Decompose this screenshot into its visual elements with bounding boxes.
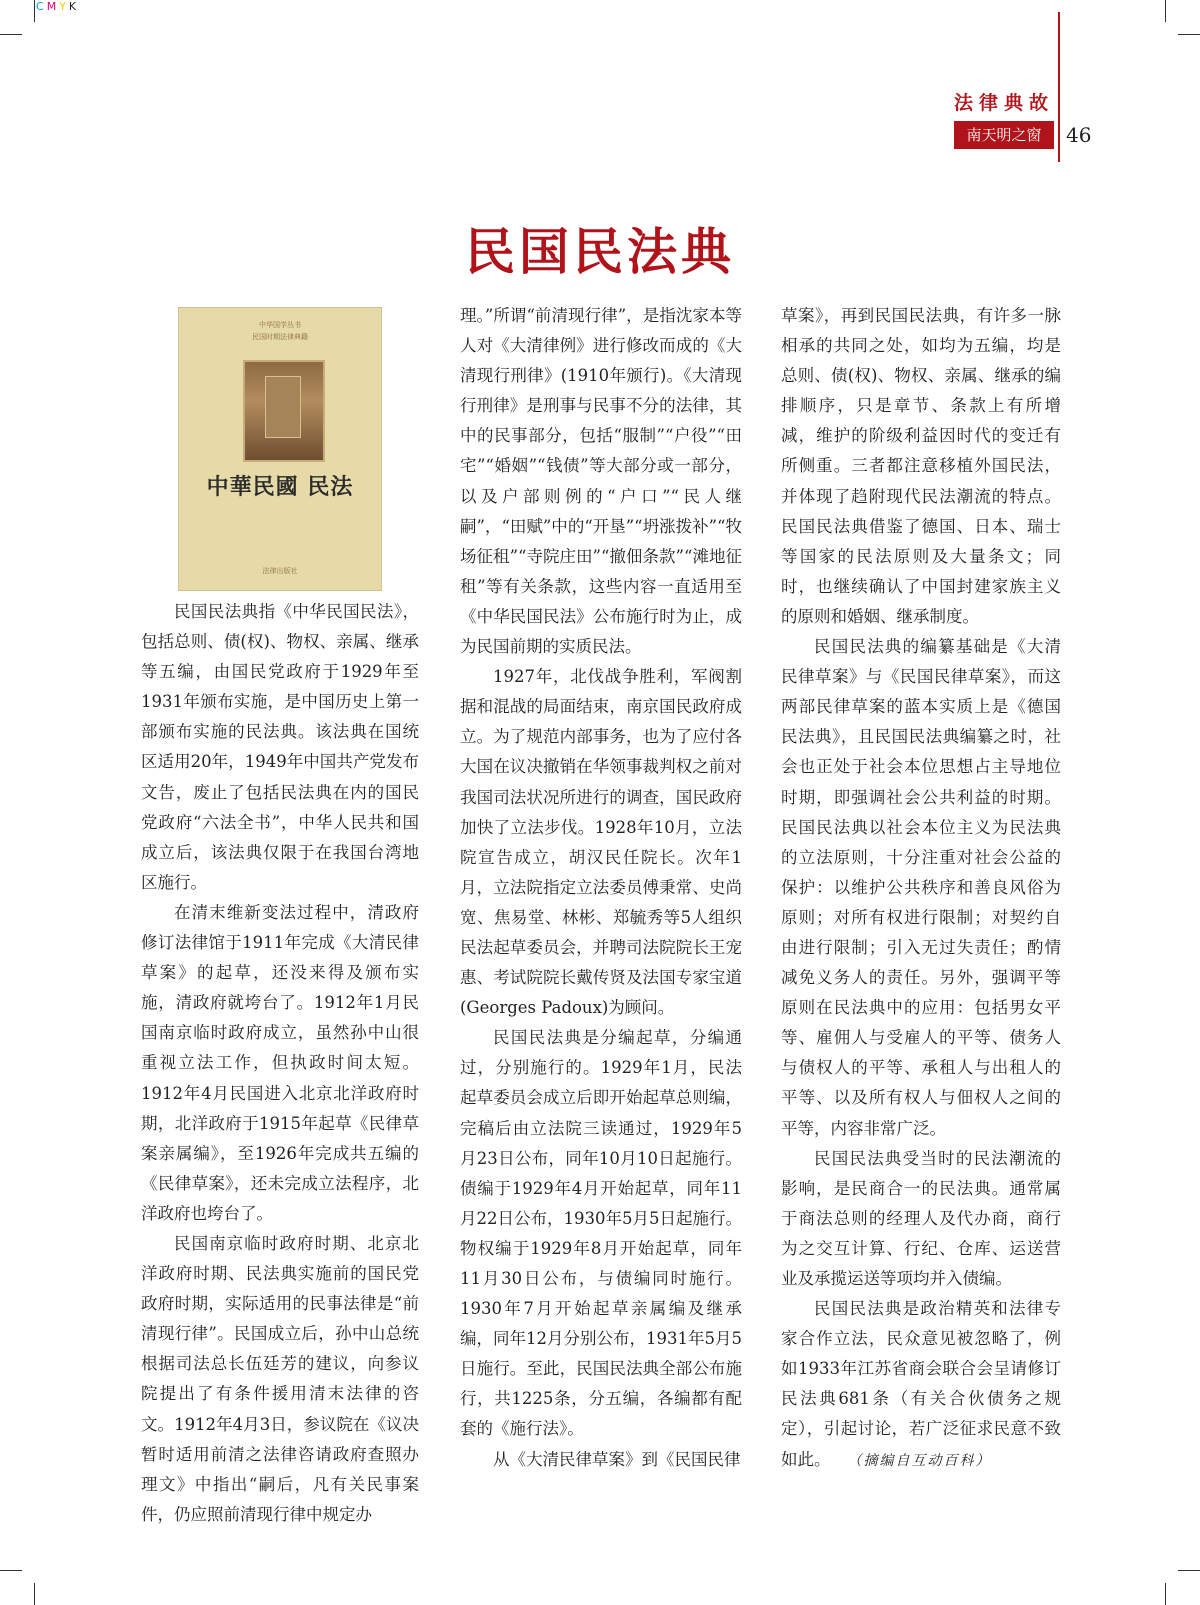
cover-title: 中華民國 民法 <box>206 475 354 500</box>
text-column-3 <box>781 301 1061 1476</box>
paragraph-last <box>781 1294 1061 1476</box>
paragraph: 民国南京临时政府时期、北京北洋政府时期、民法典实施前的国民党政府时期，实际适用的民事法律是“前清现行律”。民国成立后，孙中山总统根据司法总长伍廷芳的建议，向参议院提出了有条件援用清末法律的咨文。1912年4月3日，参议院在《议决暂时适用前清之法律咨请政府查照办理文》中指出“嗣后，凡有关民事案件，仍应照前清现行律中规定办 <box>141 1233 419 1524</box>
crop-mark-tl-v <box>34 0 35 22</box>
cmyk-color-bar <box>36 0 79 13</box>
paragraph: 民国民法典受当时的民法潮流的影响，是民商合一的民法典。通常属于商法总则的经理人及代办商，商行为之交互计算、行纪、仓库、运送营业及承揽运送等项均并入债编。 <box>781 1148 1061 1288</box>
paragraph: 在清末维新变法过程中，清政府修订法律馆于1911年完成《大清民律草案》的起草，还没来得及颁布实施，清政府就垮台了。1912年1月民国南京临时政府成立，虽然孙中山很重视立法工作，但执政时间太短。1912年4月民国进入北京北洋政府时期，北洋政府于1915年起草《民律草案亲属编》，至1926年完成共五编的《民律草案》，还未完成立法程序，北洋政府也垮台了。 <box>141 902 419 1223</box>
cover-subseries-line: 民国时期法律典籍 <box>252 333 308 341</box>
paragraph: 民国民法典的编纂基础是《大清民律草案》与《民国民律草案》，而这两部民律草案的蓝本实质上是《德国民法典》，且民国民法典编纂之时，社会也正处于社会本位思想占主导地位时期，即强调社会公共利益的时期。民国民法典以社会本位主义为民法典的立法原则，十分注重对社会公益的保护：以维护公共秩序和善良风俗为原则；对所有权进行限制；对契约自由进行限制；引入无过失责任；酌情减免义务人的责任。另外，强调平等原则在民法典中的应用：包括男女平等、雇佣人与受雇人的平等、债务人与债权人的平等、承租人与出租人的平等、以及所有权人与佃权人之间的平等，内容非常广泛。 <box>781 637 1061 1138</box>
text-column-1 <box>141 597 419 1530</box>
crop-mark-bl-h <box>0 1570 22 1571</box>
crop-mark-br-h <box>1178 1570 1200 1571</box>
paragraph: 民国民法典指《中华民国民法》，包括总则、债(权)、物权、亲属、继承等五编，由国民党政府于1929年至1931年颁布实施，是中国历史上第一部颁布实施的民法典。该法典在国统区适用20年，1949年中国共产党发布文告，废止了包括民法典在内的国民党政府“六法全书”，中华人民共和国成立后，该法典仅限于在我国台湾地区施行。 <box>141 602 419 892</box>
cmyk-y: Y <box>59 0 69 13</box>
paragraph: 从《大清民律草案》到《民国民律 <box>493 1449 741 1469</box>
crop-mark-bl-v <box>34 1583 35 1605</box>
crop-mark-tl-h <box>0 34 22 35</box>
header-vertical-rule <box>1058 12 1060 162</box>
section-label: 法律典故 <box>953 92 1054 114</box>
source-note: （摘编自互动百科） <box>854 1452 992 1469</box>
cmyk-k: K <box>68 0 80 13</box>
paragraph: 1927年，北伐战争胜利，军阀割据和混战的局面结束，南京国民政府成立。为了规范内部事务，也为了应付各大国在议决撤销在华领事裁判权之前对我国司法状况所进行的调查，国民政府加快了立法步伐。1928年10月，立法院宣告成立，胡汉民任院长。次年1月，立法院指定立法委员傅秉常、史尚宽、焦易堂、林彬、郑毓秀等5人组织民法起草委员会，并聘司法院院长王宠惠、考试院院长戴传贤及法国专家宝道(Georges Padoux)为顾问。 <box>460 667 742 1018</box>
paragraph-continued: 理。”所谓“前清现行律”，是指沈家本等人对《大清律例》进行修改而成的《大清现行刑律》(1910年颁行)。《大清现行刑律》是刑事与民事不分的法律，其中的民事部分，包括“服制”“户役”“田宅”“婚姻”“钱债”等大部分或一部分，以及户部则例的“户口”“民人继嗣”，“田赋”中的“开垦”“坍涨拨补”“牧场征租”“寺院庄田”“撤佃条款”“滩地征租”等有关条款，这些内容一直适用至《中华民国民法》公布施行时为止，成为民国前期的实质民法。 <box>460 306 742 657</box>
paragraph: 民国民法典是分编起草，分编通过，分别施行的。1929年1月，民法起草委员会成立后即开始起草总则编，完稿后由立法院三读通过，1929年5月23日公布，同年10月10日起施行。债编于1929年4月开始起草，同年11月22日公布，1930年5月5日起施行。物权编于1929年8月开始起草，同年11月30日公布，与债编同时施行。1930年7月开始起草亲属编及继承编，同年12月分别公布，1931年5月5日施行。至此，民国民法典全部公布施行，共1225条，分五编，各编都有配套的《施行法》。 <box>460 1028 742 1439</box>
page-number: 46 <box>1066 123 1092 147</box>
cover-building-photo <box>243 360 325 462</box>
cmyk-m: M <box>46 0 60 13</box>
paragraph-continued: 草案》，再到民国民法典，有许多一脉相承的共同之处，如均为五编，均是总则、债(权)、物权、亲属、继承的编排顺序，只是章节、条款上有所增减，维护的阶级利益因时代的变迁有所侧重。三者都注意移植外国民法，并体现了趋附现代民法潮流的特点。民国民法典借鉴了德国、日本、瑞士等国家的民法原则及大量条文；同时，也继续确认了中国封建家族主义的原则和婚姻、继承制度。 <box>781 306 1061 626</box>
article-title: 民国民法典 <box>465 223 735 281</box>
paragraph-text: 民国民法典是政治精英和法律专家合作立法，民众意见被忽略了，例如1933年江苏省商会联合会呈请修订民法典681条（有关合伙债务之规定），引起讨论，若广泛征求民意不致如此。 <box>781 1299 1061 1469</box>
crop-mark-tr-v <box>1165 0 1166 22</box>
cover-series-line: 中华国学丛书 <box>259 321 301 329</box>
cmyk-c: C <box>36 0 47 13</box>
crop-mark-br-v <box>1165 1583 1166 1605</box>
column-label: 南天明之窗 <box>954 121 1054 149</box>
text-column-2 <box>460 301 742 1475</box>
cover-publisher: 法律出版社 <box>262 567 298 575</box>
crop-mark-tr-h <box>1178 34 1200 35</box>
book-cover-image <box>178 307 382 591</box>
